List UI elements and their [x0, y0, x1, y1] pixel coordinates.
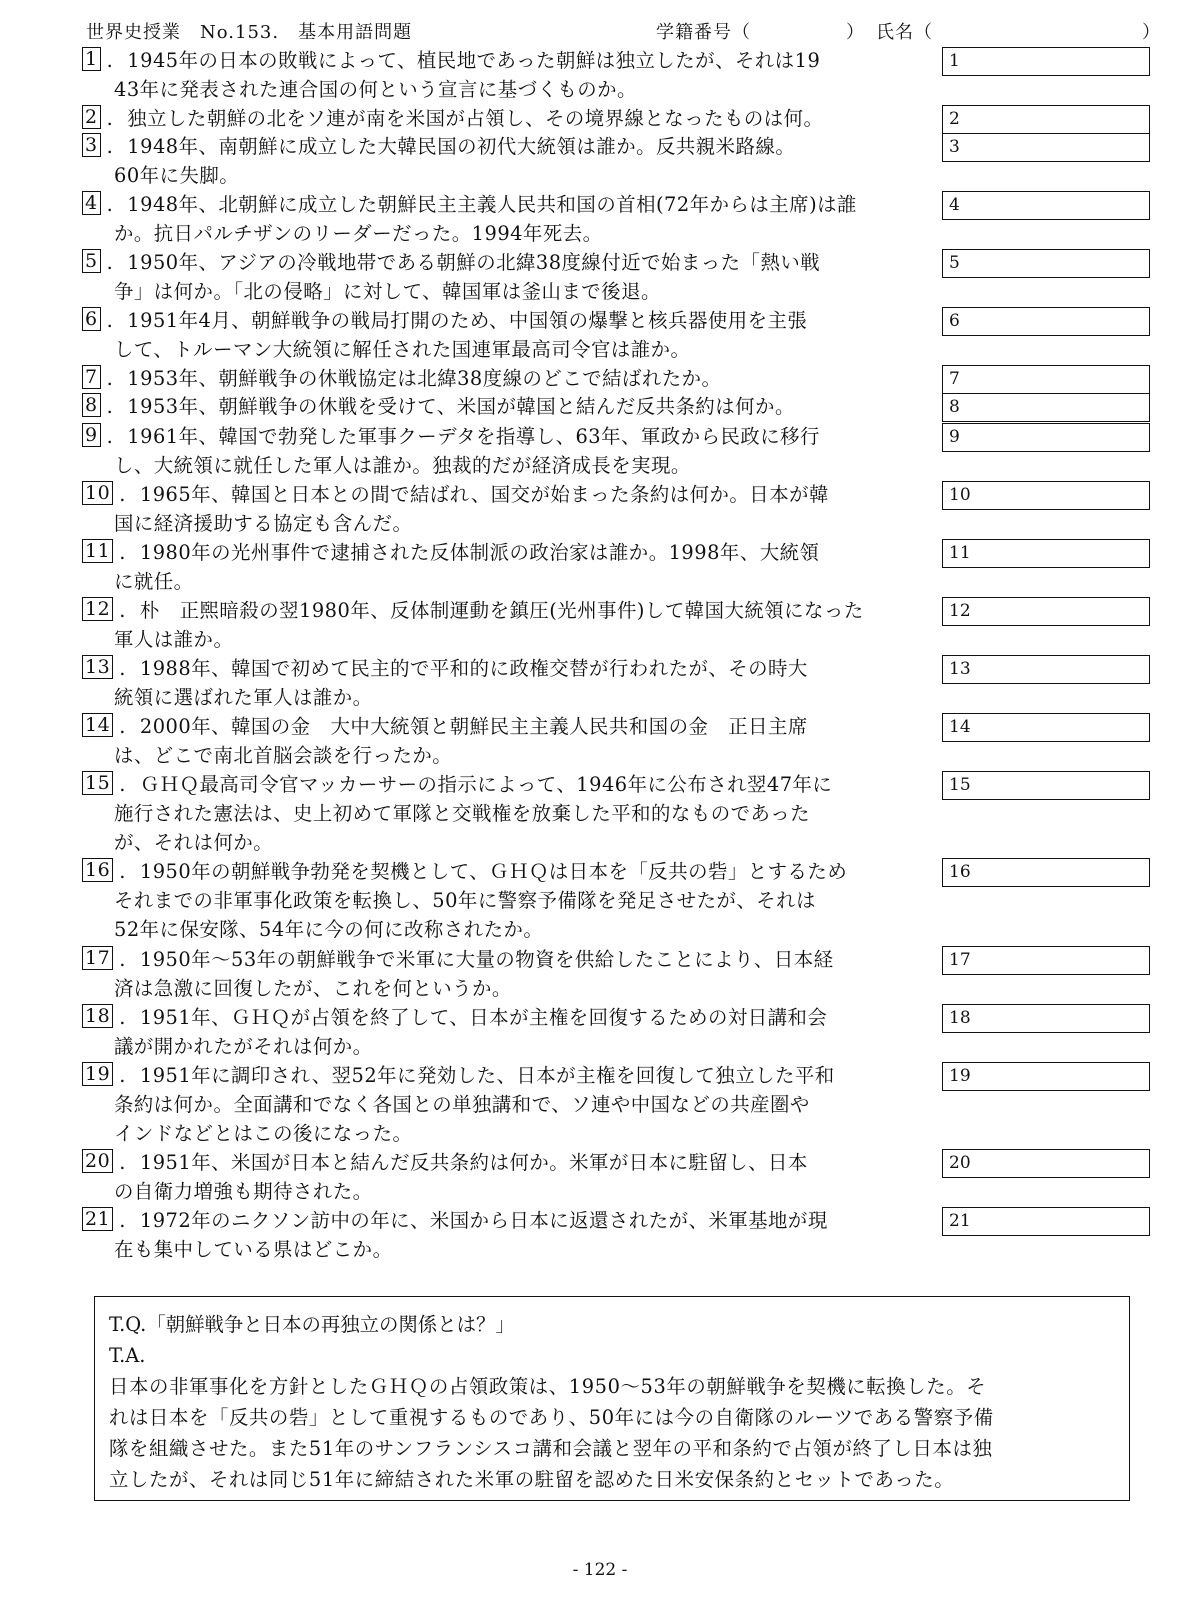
question-text: 1961年、韓国で勃発した軍事クーデタを指導し、63年、軍政から民政に移行	[127, 425, 820, 448]
answer-box[interactable]: 6	[942, 307, 1150, 336]
question-number: 6	[82, 307, 101, 331]
question-text: 1951年、ＧＨＱが占領を終了して、日本が主権を回復するための対日講和会	[139, 1006, 828, 1029]
question-number: 9	[82, 423, 101, 447]
question-number-dot: .	[106, 135, 114, 158]
question-text: 1953年、朝鮮戦争の休戦協定は北緯38度線のどこで結ばれたか。	[127, 367, 722, 390]
question-number-dot: .	[106, 309, 114, 332]
question-number-dot: .	[119, 1064, 126, 1087]
question-text-continuation: 争」は何か。「北の侵略」に対して、韓国軍は釜山まで後退。	[114, 280, 661, 303]
question-text-continuation: 軍人は誰か。	[114, 628, 234, 651]
question-text: 1948年、南朝鮮に成立した大韓民国の初代大統領は誰か。反共親米路線。	[127, 135, 796, 158]
question-number-dot: .	[106, 425, 114, 448]
answer-box[interactable]: 10	[942, 481, 1150, 510]
question-item	[82, 306, 942, 364]
answer-box[interactable]: 19	[942, 1062, 1150, 1091]
question-item	[82, 654, 942, 712]
answer-box[interactable]: 2	[942, 105, 1150, 134]
question-number-dot: .	[119, 1006, 126, 1029]
question-number-dot: .	[119, 657, 126, 680]
question-text: 1948年、北朝鮮に成立した朝鮮民主主義人民共和国の首相(72年からは主席)は誰	[127, 193, 857, 216]
worksheet-title: 世界史授業 No.153. 基本用語問題	[86, 22, 413, 43]
question-number-dot: .	[106, 107, 114, 130]
question-item	[82, 46, 942, 104]
question-text: 1951年に調印され、翌52年に発効した、日本が主権を回復して独立した平和	[139, 1064, 835, 1087]
question-number-dot: .	[106, 193, 114, 216]
question-number: 5	[82, 249, 101, 273]
question-number: 19	[82, 1062, 113, 1086]
question-item	[82, 712, 942, 770]
question-item	[82, 1206, 942, 1264]
question-number-dot: .	[106, 251, 114, 274]
answer-box[interactable]: 5	[942, 249, 1150, 278]
question-number-dot: .	[119, 860, 126, 883]
answer-box[interactable]: 12	[942, 597, 1150, 626]
question-text-continuation: 施行された憲法は、史上初めて軍隊と交戦権を放棄した平和的なものであった	[114, 802, 810, 825]
question-number: 21	[82, 1207, 113, 1231]
question-item	[82, 538, 942, 596]
answer-box[interactable]: 14	[942, 713, 1150, 742]
question-number: 20	[82, 1149, 113, 1173]
question-item	[82, 857, 942, 944]
question-number: 11	[82, 539, 113, 563]
thematic-question-box	[94, 1296, 1130, 1501]
tq-answer-line: 隊を組織させた。また51年のサンフランシスコ講和会議と翌年の平和条約で占領が終了し日本は独	[109, 1437, 993, 1460]
tq-question: T.Q.「朝鮮戦争と日本の再独立の関係とは？」	[109, 1313, 515, 1336]
question-number-dot: .	[119, 773, 126, 796]
question-number: 16	[82, 858, 113, 882]
question-number: 1	[82, 47, 101, 71]
question-number: 12	[82, 597, 113, 621]
question-text-continuation: 済は急激に回復したが、これを何というか。	[114, 977, 512, 1000]
answer-box[interactable]: 17	[942, 946, 1150, 975]
answer-box[interactable]: 21	[942, 1207, 1150, 1236]
question-item	[82, 596, 942, 654]
question-text-continuation: が、それは何か。	[114, 831, 274, 854]
question-text: 1988年、韓国で初めて民主的で平和的に政権交替が行われたが、その時大	[139, 657, 808, 680]
answer-box[interactable]: 15	[942, 771, 1150, 800]
question-item	[82, 190, 942, 248]
question-number-dot: .	[119, 1151, 126, 1174]
tq-answer-line: 立したが、それは同じ51年に締結された米軍の駐留を認めた日米安保条約とセットであった。	[109, 1468, 955, 1491]
question-text-continuation: 国に経済援助する協定も含んだ。	[114, 512, 413, 535]
question-number-dot: .	[119, 599, 126, 622]
question-text: 1965年、韓国と日本との間で結ばれ、国交が始まった条約は何か。日本が韓	[139, 483, 829, 506]
question-item	[82, 104, 942, 133]
tq-answer-line: れは日本を「反共の砦」として重視するものであり、50年には今の自衛隊のルーツである警察予備	[109, 1406, 994, 1429]
question-text-continuation: 条約は何か。全面講和でなく各国との単独講和で、ソ連や中国などの共産圏や	[114, 1093, 810, 1116]
question-text-continuation: それまでの非軍事化政策を転換し、50年に警察予備隊を発足させたが、それは	[114, 889, 816, 912]
question-text: 2000年、韓国の金 大中大統領と朝鮮民主主義人民共和国の金 正日主席	[139, 715, 808, 738]
answer-box[interactable]: 1	[942, 47, 1150, 76]
question-text-continuation: 52年に保安隊、54年に今の何に改称されたか。	[114, 918, 544, 941]
question-item	[82, 1061, 942, 1148]
name-field[interactable]: 氏名（ ）	[876, 22, 1161, 43]
question-item	[82, 945, 942, 1003]
answer-box[interactable]: 16	[942, 858, 1150, 887]
question-text: 朴 正煕暗殺の翌1980年、反体制運動を鎮圧(光州事件)して韓国大統領になった	[139, 599, 864, 622]
question-text: 1950年、アジアの冷戦地帯である朝鮮の北緯38度線付近で始まった「熱い戦	[127, 251, 821, 274]
answer-box[interactable]: 13	[942, 655, 1150, 684]
question-text: 1951年、米国が日本と結んだ反共条約は何か。米軍が日本に駐留し、日本	[139, 1151, 808, 1174]
question-item	[82, 422, 942, 480]
question-number: 13	[82, 655, 113, 679]
answer-box[interactable]: 20	[942, 1149, 1150, 1178]
question-text: 1953年、朝鮮戦争の休戦を受けて、米国が韓国と結んだ反共条約は何か。	[127, 395, 795, 418]
question-number: 18	[82, 1004, 113, 1028]
student-number-field[interactable]: 学籍番号（ ）	[656, 22, 865, 43]
question-number: 8	[82, 393, 101, 417]
question-text-continuation: は、どこで南北首脳会談を行ったか。	[114, 744, 453, 767]
tq-answer-label: T.A.	[109, 1344, 146, 1367]
question-item	[82, 392, 942, 421]
question-number: 15	[82, 771, 113, 795]
answer-box[interactable]: 9	[942, 423, 1150, 452]
question-number-dot: .	[119, 483, 126, 506]
tq-answer-line: 日本の非軍事化を方針としたＧＨＱの占領政策は、1950～53年の朝鮮戦争を契機に転換した。そ	[109, 1375, 987, 1398]
question-number: 17	[82, 946, 113, 970]
question-text: 1945年の日本の敗戦によって、植民地であった朝鮮は独立したが、それは19	[127, 49, 821, 72]
question-item	[82, 1003, 942, 1061]
question-text-continuation: か。抗日パルチザンのリーダーだった。1994年死去。	[114, 222, 603, 245]
answer-box[interactable]: 8	[942, 393, 1150, 422]
question-text-continuation: 43年に発表された連合国の何という宣言に基づくものか。	[114, 78, 637, 101]
answer-box[interactable]: 18	[942, 1004, 1150, 1033]
question-number-dot: .	[119, 715, 126, 738]
question-text-continuation: に就任。	[114, 570, 194, 593]
question-text: 1951年4月、朝鮮戦争の戦局打開のため、中国領の爆撃と核兵器使用を主張	[127, 309, 808, 332]
question-number-dot: .	[119, 541, 126, 564]
question-number: 10	[82, 481, 113, 505]
answer-box[interactable]: 4	[942, 191, 1150, 220]
question-text-continuation: の自衛力増強も期待された。	[114, 1180, 373, 1203]
question-item	[82, 480, 942, 538]
question-text: 1950年の朝鮮戦争勃発を契機として、ＧＨＱは日本を「反共の砦」とするため	[139, 860, 848, 883]
question-text-continuation: し、大統領に就任した軍人は誰か。独裁的だが経済成長を実現。	[114, 454, 691, 477]
question-number-dot: .	[106, 49, 114, 72]
question-number: 2	[82, 105, 101, 129]
question-text: 1950年～53年の朝鮮戦争で米軍に大量の物資を供給したことにより、日本経	[139, 948, 834, 971]
question-item	[82, 248, 942, 306]
answer-box[interactable]: 3	[942, 133, 1150, 162]
worksheet-header	[86, 18, 1161, 44]
question-item	[82, 770, 942, 857]
question-number-dot: .	[119, 948, 126, 971]
question-number: 4	[82, 191, 101, 215]
question-text: 1980年の光州事件で逮捕された反体制派の政治家は誰か。1998年、大統領	[139, 541, 820, 564]
question-text: 独立した朝鮮の北をソ連が南を米国が占領し、その境界線となったものは何。	[127, 107, 824, 130]
answer-box[interactable]: 11	[942, 539, 1150, 568]
question-number-dot: .	[106, 395, 114, 418]
question-item	[82, 1148, 942, 1206]
question-item	[82, 364, 942, 393]
question-text-continuation: 60年に失脚。	[114, 164, 240, 187]
question-text: ＧＨＱ最高司令官マッカーサーの指示によって、1946年に公布され翌47年に	[139, 773, 833, 796]
question-number: 3	[82, 133, 101, 157]
question-number-dot: .	[106, 367, 114, 390]
answer-box[interactable]: 7	[942, 365, 1150, 394]
question-text-continuation: して、トルーマン大統領に解任された国連軍最高司令官は誰か。	[114, 338, 691, 361]
question-text-continuation: インドなどとはこの後になった。	[114, 1122, 413, 1145]
question-text-continuation: 議が開かれたがそれは何か。	[114, 1035, 373, 1058]
question-text-continuation: 在も集中している県はどこか。	[114, 1238, 393, 1261]
question-text-continuation: 統領に選ばれた軍人は誰か。	[114, 686, 373, 709]
question-number: 7	[82, 365, 101, 389]
question-text: 1972年のニクソン訪中の年に、米国から日本に返還されたが、米軍基地が現	[139, 1209, 828, 1232]
question-item	[82, 132, 942, 190]
page-number: - 122 -	[572, 1560, 628, 1580]
question-number: 14	[82, 713, 113, 737]
question-number-dot: .	[119, 1209, 126, 1232]
